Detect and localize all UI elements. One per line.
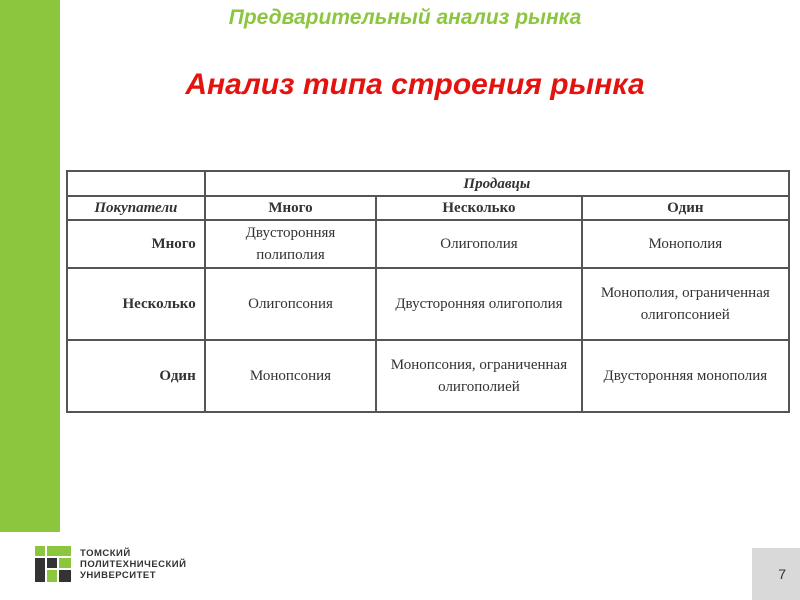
table-cell: Монополия, ограниченная олигопсонией xyxy=(582,268,789,340)
table-cell: Монопсония xyxy=(205,340,377,412)
university-name-line: УНИВЕРСИТЕТ xyxy=(80,570,157,581)
table-cell: Олигополия xyxy=(376,220,581,268)
table-cell: Двусторонняя полиполия xyxy=(205,220,377,268)
table-cell: Монополия xyxy=(582,220,789,268)
slide-title: Анализ типа строения рынка xyxy=(185,68,645,101)
table-cell: Двусторонняя монополия xyxy=(582,340,789,412)
university-logo-icon xyxy=(35,546,71,582)
left-accent-bar xyxy=(0,0,60,532)
sellers-header: Продавцы xyxy=(205,171,789,196)
row-label: Много xyxy=(67,220,205,268)
page-number: 7 xyxy=(778,566,786,582)
slide-subtitle: Предварительный анализ рынка xyxy=(228,6,582,29)
column-header: Несколько xyxy=(376,196,581,220)
table-cell: Монопсония, ограниченная олигополией xyxy=(376,340,581,412)
table-column-header-row xyxy=(67,196,789,220)
page-number-box xyxy=(752,548,800,600)
market-structure-table xyxy=(66,170,790,413)
university-name-line: ПОЛИТЕХНИЧЕСКИЙ xyxy=(80,559,187,570)
column-header: Один xyxy=(582,196,789,220)
university-name-line: ТОМСКИЙ xyxy=(80,548,131,559)
table-row xyxy=(67,268,789,340)
table-row xyxy=(67,340,789,412)
university-name xyxy=(80,548,186,581)
table-cell: Олигопсония xyxy=(205,268,377,340)
row-label: Один xyxy=(67,340,205,412)
empty-corner-cell xyxy=(67,171,205,196)
row-label: Несколько xyxy=(67,268,205,340)
table-header-row xyxy=(67,171,789,196)
buyers-header: Покупатели xyxy=(67,196,205,220)
table-cell: Двусторонняя олигополия xyxy=(376,268,581,340)
column-header: Много xyxy=(205,196,377,220)
table-row xyxy=(67,220,789,268)
